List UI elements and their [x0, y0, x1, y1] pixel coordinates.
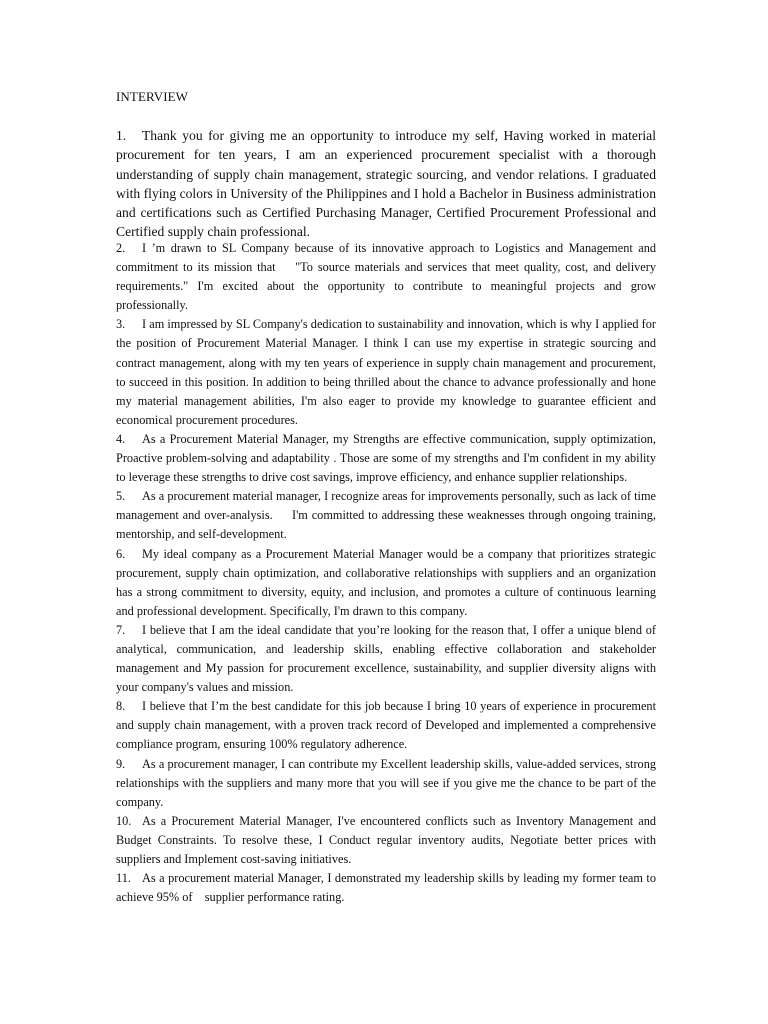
answer-item-9: [116, 755, 660, 812]
item-text: As a procurement material manager, I recognize areas for improvements personally, such as lack of time management and over-analysis. I'm committed to addressing these weaknesses through ongoing training, mentorship, and self-development.: [116, 489, 660, 542]
item-number: 8.: [116, 699, 126, 714]
item-text: As a Procurement Material Manager, my Strengths are effective communication, supply optimization, Proactive problem-solving and adaptability . Those are some of my strengths and I'm confident in my ability to leverage these strengths to drive cost savings, improve efficiency, and enhance supplier relationships.: [116, 431, 660, 485]
answer-item-5: [116, 487, 660, 544]
item-number: 10.: [116, 813, 132, 828]
item-text: As a procurement material Manager, I demonstrated my leadership skills by leading my former team to achieve 95% of supplier performance rating.: [116, 871, 660, 905]
item-text: My ideal company as a Procurement Material Manager would be a company that prioritizes strategic procurement, supply chain optimization, and collaborative relationships with suppliers and an organization has a strong commitment to diversity, equity, and inclusion, and promotes a culture of continuous learning and professional development. Specifically, I'm drawn to this company.: [116, 546, 660, 618]
item-number: 4.: [116, 431, 126, 446]
item-text: As a Procurement Material Manager, I've encountered conflicts such as Inventory Management and Budget Constraints. To resolve these, I Conduct regular inventory audits, Negotiate better prices with suppliers and Implement cost-saving initiatives.: [116, 813, 660, 866]
answer-item-3: [116, 315, 660, 430]
item-number: 11.: [116, 871, 131, 886]
item-text: Thank you for giving me an opportunity to introduce my self, Having worked in material procurement for ten years, I am an experienced procurement specialist with a thorough understanding of supply chain management, strategic sourcing, and vendor relations. I graduated with flying colors in University of the Philippines and I hold a Bachelor in Business administration and certifications such as Certified Purchasing Manager, Certified Procurement Professional and Certified supply chain professional.: [116, 128, 660, 240]
document-title: INTERVIEW: [116, 89, 189, 104]
answer-item-7: [116, 621, 660, 697]
answer-item-1: [116, 126, 660, 242]
item-number: 2.: [116, 241, 126, 255]
answer-item-6: [116, 545, 660, 621]
item-text: I am impressed by SL Company's dedication to sustainability and innovation, which is why I applied for the position of Procurement Material Manager. I think I can use my expertise in strategic sourcing and contract management, along with my ten years of experience in supply chain management and procurement, to succeed in this position. In addition to being thrilled about the chance to advance professionally and hone my material management abilities, I'm also eager to provide my knowledge to guarantee efficient and economical procurement procedures.: [116, 317, 660, 427]
item-number: 9.: [116, 756, 126, 771]
answer-item-11: [116, 869, 660, 907]
item-number: 5.: [116, 489, 126, 504]
answer-item-4: [116, 430, 660, 487]
item-text: I believe that I’m the best candidate for this job because I bring 10 years of experience in procurement and supply chain management, with a proven track record of Developed and implemented a comprehensive compliance program, ensuring 100% regulatory adherence.: [116, 699, 660, 752]
answer-block-1: [116, 126, 660, 242]
item-number: 6.: [116, 546, 126, 561]
item-number: 3.: [116, 317, 126, 332]
answer-item-10: [116, 812, 660, 869]
answer-item-8: [116, 697, 660, 754]
item-text: As a procurement manager, I can contribute my Excellent leadership skills, value-added services, strong relationships with the suppliers and many more that you will see if you give me the chance to be part of the company.: [116, 756, 660, 809]
answer-item-2: [116, 239, 660, 315]
item-text: I ’m drawn to SL Company because of its innovative approach to Logistics and Management and commitment to its mission that "To source materials and services that meet quality, cost, and delivery requirements." I'm excited about the opportunity to contribute to meaningful projects and grow professionally.: [116, 241, 660, 313]
item-number: 1.: [116, 128, 127, 143]
item-number: 7.: [116, 622, 126, 637]
answer-list: [116, 239, 660, 907]
item-text: I believe that I am the ideal candidate that you’re looking for the reason that, I offer a unique blend of analytical, communication, and leadership skills, enabling effective collaboration and stakeholder management and My passion for procurement excellence, sustainability, and supplier diversity aligns with your company's values and mission.: [116, 622, 660, 695]
